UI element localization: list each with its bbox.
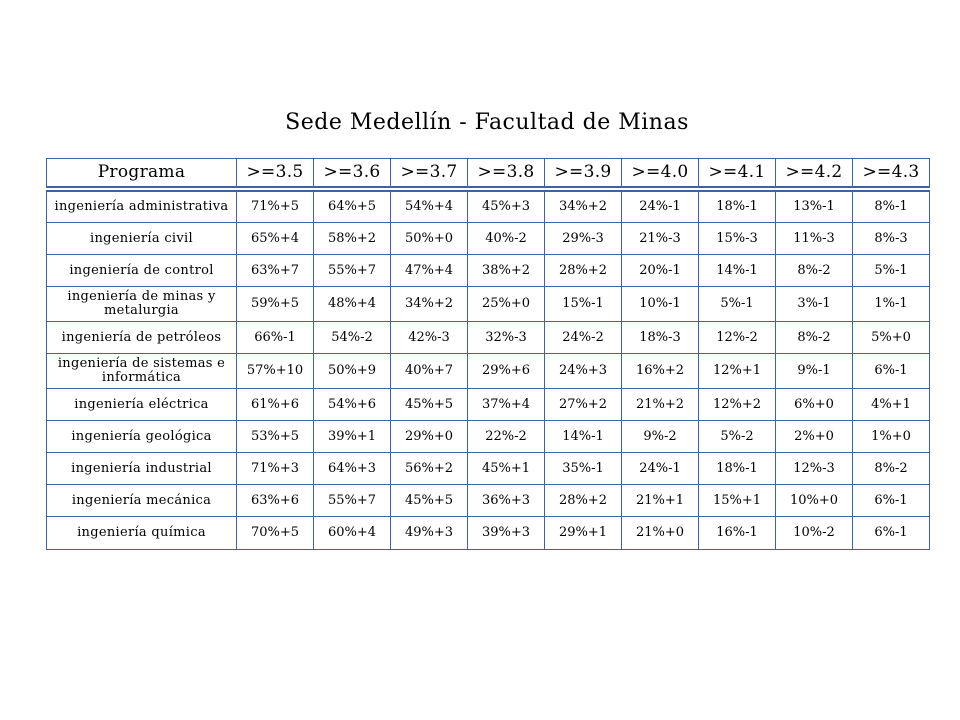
value-cell: 36%+3 <box>468 485 545 517</box>
column-header-3-9: >=3.9 <box>545 159 622 189</box>
table-row <box>47 485 930 517</box>
program-name-cell: ingeniería industrial <box>47 453 237 485</box>
value-cell: 16%-1 <box>699 517 776 550</box>
column-header-programa: Programa <box>47 159 237 189</box>
table-row <box>47 189 930 223</box>
value-cell: 40%-2 <box>468 223 545 255</box>
value-cell: 42%-3 <box>391 322 468 354</box>
value-cell: 22%-2 <box>468 421 545 453</box>
value-cell: 55%+7 <box>314 485 391 517</box>
table-row <box>47 389 930 421</box>
table-row <box>47 421 930 453</box>
value-cell: 1%+0 <box>853 421 930 453</box>
value-cell: 71%+5 <box>237 189 314 223</box>
value-cell: 45%+5 <box>391 485 468 517</box>
value-cell: 47%+4 <box>391 255 468 287</box>
value-cell: 53%+5 <box>237 421 314 453</box>
program-name-cell: ingeniería de minas y metalurgia <box>47 287 237 322</box>
value-cell: 15%+1 <box>699 485 776 517</box>
value-cell: 14%-1 <box>545 421 622 453</box>
value-cell: 20%-1 <box>622 255 699 287</box>
value-cell: 64%+5 <box>314 189 391 223</box>
program-name-cell: ingeniería administrativa <box>47 189 237 223</box>
value-cell: 5%-2 <box>699 421 776 453</box>
value-cell: 8%-1 <box>853 189 930 223</box>
value-cell: 10%+0 <box>776 485 853 517</box>
value-cell: 15%-3 <box>699 223 776 255</box>
value-cell: 6%-1 <box>853 517 930 550</box>
value-cell: 56%+2 <box>391 453 468 485</box>
value-cell: 11%-3 <box>776 223 853 255</box>
value-cell: 10%-1 <box>622 287 699 322</box>
value-cell: 35%-1 <box>545 453 622 485</box>
value-cell: 8%-2 <box>853 453 930 485</box>
value-cell: 45%+5 <box>391 389 468 421</box>
value-cell: 15%-1 <box>545 287 622 322</box>
results-table <box>46 158 930 550</box>
value-cell: 50%+0 <box>391 223 468 255</box>
table-row <box>47 517 930 550</box>
value-cell: 27%+2 <box>545 389 622 421</box>
value-cell: 60%+4 <box>314 517 391 550</box>
value-cell: 59%+5 <box>237 287 314 322</box>
table-row <box>47 255 930 287</box>
value-cell: 18%-1 <box>699 189 776 223</box>
value-cell: 21%+2 <box>622 389 699 421</box>
value-cell: 12%+1 <box>699 354 776 389</box>
value-cell: 65%+4 <box>237 223 314 255</box>
page-title: Sede Medellín - Facultad de Minas <box>285 110 689 135</box>
value-cell: 45%+1 <box>468 453 545 485</box>
value-cell: 18%-1 <box>699 453 776 485</box>
value-cell: 24%+3 <box>545 354 622 389</box>
value-cell: 9%-2 <box>622 421 699 453</box>
value-cell: 40%+7 <box>391 354 468 389</box>
value-cell: 1%-1 <box>853 287 930 322</box>
value-cell: 24%-2 <box>545 322 622 354</box>
value-cell: 57%+10 <box>237 354 314 389</box>
value-cell: 70%+5 <box>237 517 314 550</box>
value-cell: 39%+3 <box>468 517 545 550</box>
value-cell: 2%+0 <box>776 421 853 453</box>
value-cell: 13%-1 <box>776 189 853 223</box>
value-cell: 24%-1 <box>622 453 699 485</box>
value-cell: 71%+3 <box>237 453 314 485</box>
value-cell: 54%+4 <box>391 189 468 223</box>
value-cell: 63%+6 <box>237 485 314 517</box>
program-name-cell: ingeniería de control <box>47 255 237 287</box>
value-cell: 24%-1 <box>622 189 699 223</box>
value-cell: 55%+7 <box>314 255 391 287</box>
table-row <box>47 322 930 354</box>
table-row <box>47 223 930 255</box>
value-cell: 34%+2 <box>545 189 622 223</box>
program-name-cell: ingeniería de petróleos <box>47 322 237 354</box>
column-header-4-0: >=4.0 <box>622 159 699 189</box>
column-header-4-2: >=4.2 <box>776 159 853 189</box>
value-cell: 54%+6 <box>314 389 391 421</box>
table-row <box>47 354 930 389</box>
value-cell: 66%-1 <box>237 322 314 354</box>
value-cell: 10%-2 <box>776 517 853 550</box>
value-cell: 58%+2 <box>314 223 391 255</box>
value-cell: 39%+1 <box>314 421 391 453</box>
value-cell: 9%-1 <box>776 354 853 389</box>
value-cell: 61%+6 <box>237 389 314 421</box>
value-cell: 37%+4 <box>468 389 545 421</box>
value-cell: 29%-3 <box>545 223 622 255</box>
column-header-3-8: >=3.8 <box>468 159 545 189</box>
value-cell: 12%+2 <box>699 389 776 421</box>
value-cell: 21%+1 <box>622 485 699 517</box>
value-cell: 38%+2 <box>468 255 545 287</box>
value-cell: 50%+9 <box>314 354 391 389</box>
table-row <box>47 453 930 485</box>
value-cell: 14%-1 <box>699 255 776 287</box>
column-header-3-5: >=3.5 <box>237 159 314 189</box>
column-header-4-1: >=4.1 <box>699 159 776 189</box>
value-cell: 4%+1 <box>853 389 930 421</box>
value-cell: 21%-3 <box>622 223 699 255</box>
value-cell: 18%-3 <box>622 322 699 354</box>
value-cell: 12%-2 <box>699 322 776 354</box>
program-name-cell: ingeniería civil <box>47 223 237 255</box>
value-cell: 49%+3 <box>391 517 468 550</box>
value-cell: 6%-1 <box>853 354 930 389</box>
value-cell: 5%-1 <box>853 255 930 287</box>
value-cell: 48%+4 <box>314 287 391 322</box>
value-cell: 34%+2 <box>391 287 468 322</box>
value-cell: 8%-3 <box>853 223 930 255</box>
value-cell: 32%-3 <box>468 322 545 354</box>
value-cell: 6%-1 <box>853 485 930 517</box>
value-cell: 5%+0 <box>853 322 930 354</box>
value-cell: 12%-3 <box>776 453 853 485</box>
program-name-cell: ingeniería eléctrica <box>47 389 237 421</box>
value-cell: 54%-2 <box>314 322 391 354</box>
value-cell: 25%+0 <box>468 287 545 322</box>
column-header-3-6: >=3.6 <box>314 159 391 189</box>
value-cell: 45%+3 <box>468 189 545 223</box>
value-cell: 29%+6 <box>468 354 545 389</box>
value-cell: 8%-2 <box>776 255 853 287</box>
value-cell: 29%+1 <box>545 517 622 550</box>
column-header-4-3: >=4.3 <box>853 159 930 189</box>
value-cell: 16%+2 <box>622 354 699 389</box>
table-header-row <box>47 159 930 189</box>
value-cell: 63%+7 <box>237 255 314 287</box>
value-cell: 64%+3 <box>314 453 391 485</box>
value-cell: 29%+0 <box>391 421 468 453</box>
value-cell: 6%+0 <box>776 389 853 421</box>
value-cell: 21%+0 <box>622 517 699 550</box>
value-cell: 28%+2 <box>545 485 622 517</box>
table-row <box>47 287 930 322</box>
program-name-cell: ingeniería mecánica <box>47 485 237 517</box>
program-name-cell: ingeniería de sistemas e informática <box>47 354 237 389</box>
value-cell: 5%-1 <box>699 287 776 322</box>
program-name-cell: ingeniería geológica <box>47 421 237 453</box>
program-name-cell: ingeniería química <box>47 517 237 550</box>
column-header-3-7: >=3.7 <box>391 159 468 189</box>
value-cell: 3%-1 <box>776 287 853 322</box>
value-cell: 8%-2 <box>776 322 853 354</box>
value-cell: 28%+2 <box>545 255 622 287</box>
results-table-container <box>46 158 930 550</box>
